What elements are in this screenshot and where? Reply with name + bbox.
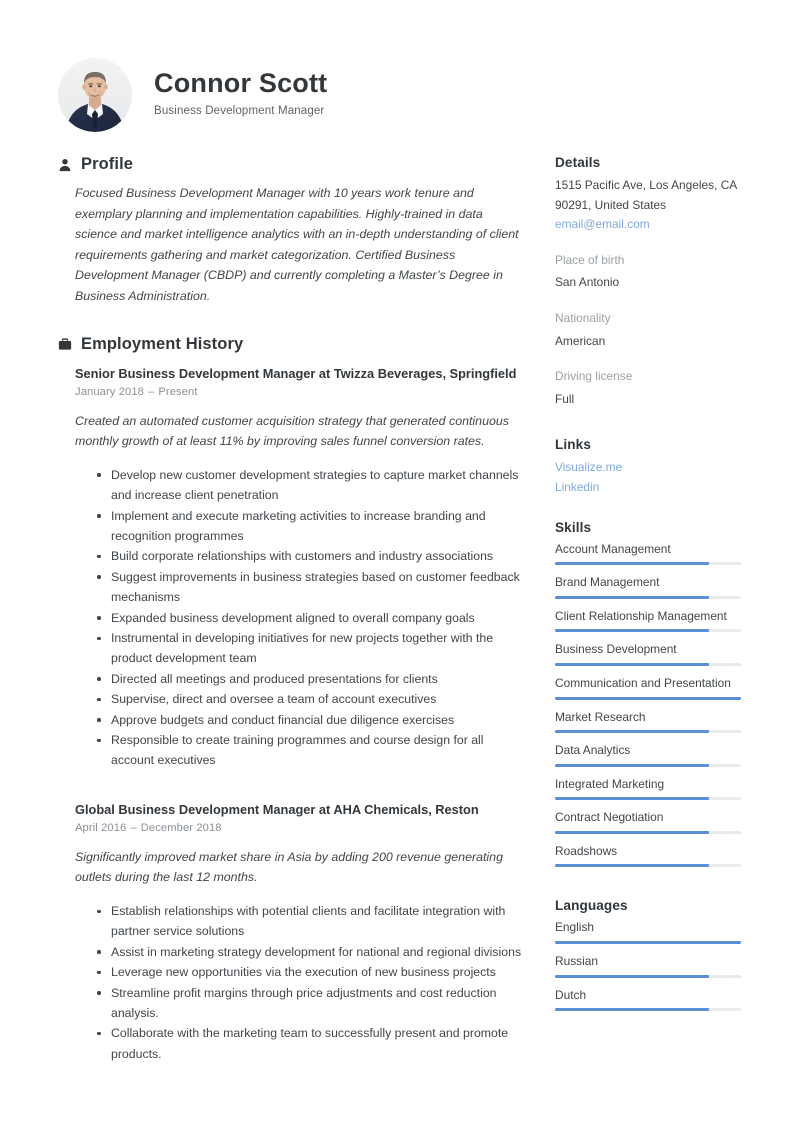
skill-bar-fill xyxy=(555,730,709,733)
job-bullet: Establish relationships with potential clients and facilitate integration with partner service solutions xyxy=(97,901,528,942)
section-title-profile: Profile xyxy=(81,155,134,173)
skill-label: Account Management xyxy=(555,541,671,556)
name-block xyxy=(154,69,327,122)
person-icon xyxy=(58,158,72,172)
skill-label: Business Development xyxy=(555,642,677,657)
job-bullet: Implement and execute marketing activities to increase branding and recognition programmes xyxy=(97,506,528,547)
skill-item xyxy=(555,843,741,868)
main-column xyxy=(58,155,528,1092)
briefcase-icon xyxy=(58,337,72,351)
section-title-links: Links xyxy=(555,437,592,453)
avatar xyxy=(58,58,132,132)
email-link[interactable]: email@email.com xyxy=(555,217,650,232)
skill-label: Integrated Marketing xyxy=(555,776,665,791)
skill-label: Data Analytics xyxy=(555,743,631,758)
employment-list xyxy=(58,363,528,1065)
language-bar-track xyxy=(555,975,741,978)
detail-value-place-of-birth: San Antonio xyxy=(555,275,620,290)
language-label: English xyxy=(555,920,594,935)
job-bullet: Build corporate relationships with customers and industry associations xyxy=(97,546,528,566)
job-bullet: Assist in marketing strategy development for national and regional divisions xyxy=(97,942,528,962)
detail-value-nationality: American xyxy=(555,333,606,348)
language-label: Dutch xyxy=(555,987,587,1002)
skill-item xyxy=(555,742,741,767)
job-summary: Created an automated customer acquisition strategy that generated continuous monthly growth of at least 11% by improving sales funnel conversion rates. xyxy=(75,413,509,449)
job-end-date: December 2018 xyxy=(140,821,222,834)
skill-label: Roadshows xyxy=(555,843,618,858)
job-start-date: April 2016 xyxy=(75,821,127,834)
skill-label: Communication and Presentation xyxy=(555,675,731,690)
skill-bar-track xyxy=(555,596,741,599)
skill-bar-track xyxy=(555,663,741,666)
skill-bar-track xyxy=(555,864,741,867)
section-header-profile xyxy=(58,155,528,174)
skill-label: Brand Management xyxy=(555,575,660,590)
job-bullet: Supervise, direct and oversee a team of account executives xyxy=(97,689,528,709)
job-bullet: Directed all meetings and produced presentations for clients xyxy=(97,669,528,689)
job-bullet: Leverage new opportunities via the execution of new business projects xyxy=(97,962,528,982)
employment-entry xyxy=(75,363,528,771)
language-bar-track xyxy=(555,941,741,944)
skill-bar-track xyxy=(555,797,741,800)
skill-item xyxy=(555,709,741,734)
skill-bar-fill xyxy=(555,831,709,834)
job-end-date: Present xyxy=(158,385,198,398)
link-visualize-me[interactable]: Visualize.me xyxy=(555,460,623,475)
language-item xyxy=(555,953,741,978)
skill-item xyxy=(555,809,741,834)
skill-item xyxy=(555,574,741,599)
languages-section xyxy=(555,898,741,1011)
job-dates xyxy=(75,386,528,398)
employment-entry xyxy=(75,799,528,1064)
skill-bar-track xyxy=(555,764,741,767)
language-label: Russian xyxy=(555,954,598,969)
language-item xyxy=(555,987,741,1012)
job-bullet: Responsible to create training programmes and course design for all account executives xyxy=(97,730,528,771)
skill-label: Client Relationship Management xyxy=(555,608,727,623)
section-title-skills: Skills xyxy=(555,519,592,535)
job-role: Senior Business Development Manager at Twizza Beverages, Springfield xyxy=(75,365,517,381)
job-bullet: Develop new customer development strategies to capture market channels and increase client penetration xyxy=(97,465,528,506)
person-name: Connor Scott xyxy=(154,67,328,98)
skill-bar-fill xyxy=(555,596,709,599)
skill-label: Market Research xyxy=(555,709,646,724)
sidebar-column xyxy=(555,155,741,1020)
skill-bar-track xyxy=(555,697,741,700)
profile-summary: Focused Business Development Manager with 10 years work tenure and exemplary planning and implementation capabilities. Highly-trained in data science and market intelligence analytics with an in-depth understanding of client requirements gathering and market categorization. Certified Business Development Manager (CBDP) and currently completing a Master’s Degree in Business Administration. xyxy=(75,186,519,303)
job-bullet: Suggest improvements in business strategies based on customer feedback mechanisms xyxy=(97,567,528,608)
job-bullet-list xyxy=(75,465,528,771)
skill-bar-track xyxy=(555,730,741,733)
address-line-2: 90291, United States xyxy=(555,197,667,212)
links-section xyxy=(555,437,741,497)
job-bullet: Streamline profit margins through price adjustments and cost reduction analysis. xyxy=(97,983,528,1024)
language-bar-track xyxy=(555,1008,741,1011)
language-item xyxy=(555,919,741,944)
avatar-photo xyxy=(58,58,132,132)
language-bar-fill xyxy=(555,941,741,944)
section-title-details: Details xyxy=(555,155,601,170)
skill-bar-fill xyxy=(555,864,709,867)
job-bullet: Approve budgets and conduct financial due diligence exercises xyxy=(97,710,528,730)
language-bar-fill xyxy=(555,975,709,978)
skill-bar-fill xyxy=(555,797,709,800)
job-start-date: January 2018 xyxy=(75,385,144,398)
detail-label-driving-license: Driving license xyxy=(555,369,633,384)
skill-item xyxy=(555,776,741,801)
skill-item xyxy=(555,541,741,566)
section-header-employment xyxy=(58,335,528,354)
language-bar-fill xyxy=(555,1008,709,1011)
section-title-languages: Languages xyxy=(555,898,628,914)
job-bullet: Expanded business development aligned to overall company goals xyxy=(97,608,528,628)
date-separator: – xyxy=(130,821,137,834)
skill-bar-track xyxy=(555,831,741,834)
skill-item xyxy=(555,641,741,666)
details-section xyxy=(555,155,741,409)
skill-bar-fill xyxy=(555,697,741,700)
detail-label-place-of-birth: Place of birth xyxy=(555,252,625,267)
date-separator: – xyxy=(148,385,155,398)
detail-label-nationality: Nationality xyxy=(555,310,611,325)
detail-value-driving-license: Full xyxy=(555,391,575,406)
spacer xyxy=(555,409,741,437)
skill-bar-fill xyxy=(555,764,709,767)
section-title-employment: Employment History xyxy=(81,334,244,353)
spacer xyxy=(555,876,741,898)
skill-bar-track xyxy=(555,629,741,632)
person-job-title: Business Development Manager xyxy=(154,105,325,118)
skill-item xyxy=(555,608,741,633)
job-role: Global Business Development Manager at AHA Chemicals, Reston xyxy=(75,801,479,817)
job-bullet: Collaborate with the marketing team to successfully present and promote products. xyxy=(97,1023,528,1064)
skills-section xyxy=(555,520,741,868)
skill-item xyxy=(555,675,741,700)
job-bullet-list xyxy=(75,901,528,1064)
skill-bar-fill xyxy=(555,562,709,565)
job-bullet: Instrumental in developing initiatives for new projects together with the product development team xyxy=(97,628,528,669)
job-summary: Significantly improved market share in Asia by adding 200 revenue generating outlets during the last 12 months. xyxy=(75,849,503,885)
skill-bar-fill xyxy=(555,629,709,632)
skill-bar-fill xyxy=(555,663,709,666)
skill-label: Contract Negotiation xyxy=(555,810,664,825)
address-line-1: 1515 Pacific Ave, Los Angeles, CA xyxy=(555,178,738,192)
resume-header xyxy=(58,58,327,132)
link-linkedin[interactable]: Linkedin xyxy=(555,479,600,494)
job-dates xyxy=(75,822,528,834)
spacer xyxy=(555,498,741,520)
skill-bar-track xyxy=(555,562,741,565)
